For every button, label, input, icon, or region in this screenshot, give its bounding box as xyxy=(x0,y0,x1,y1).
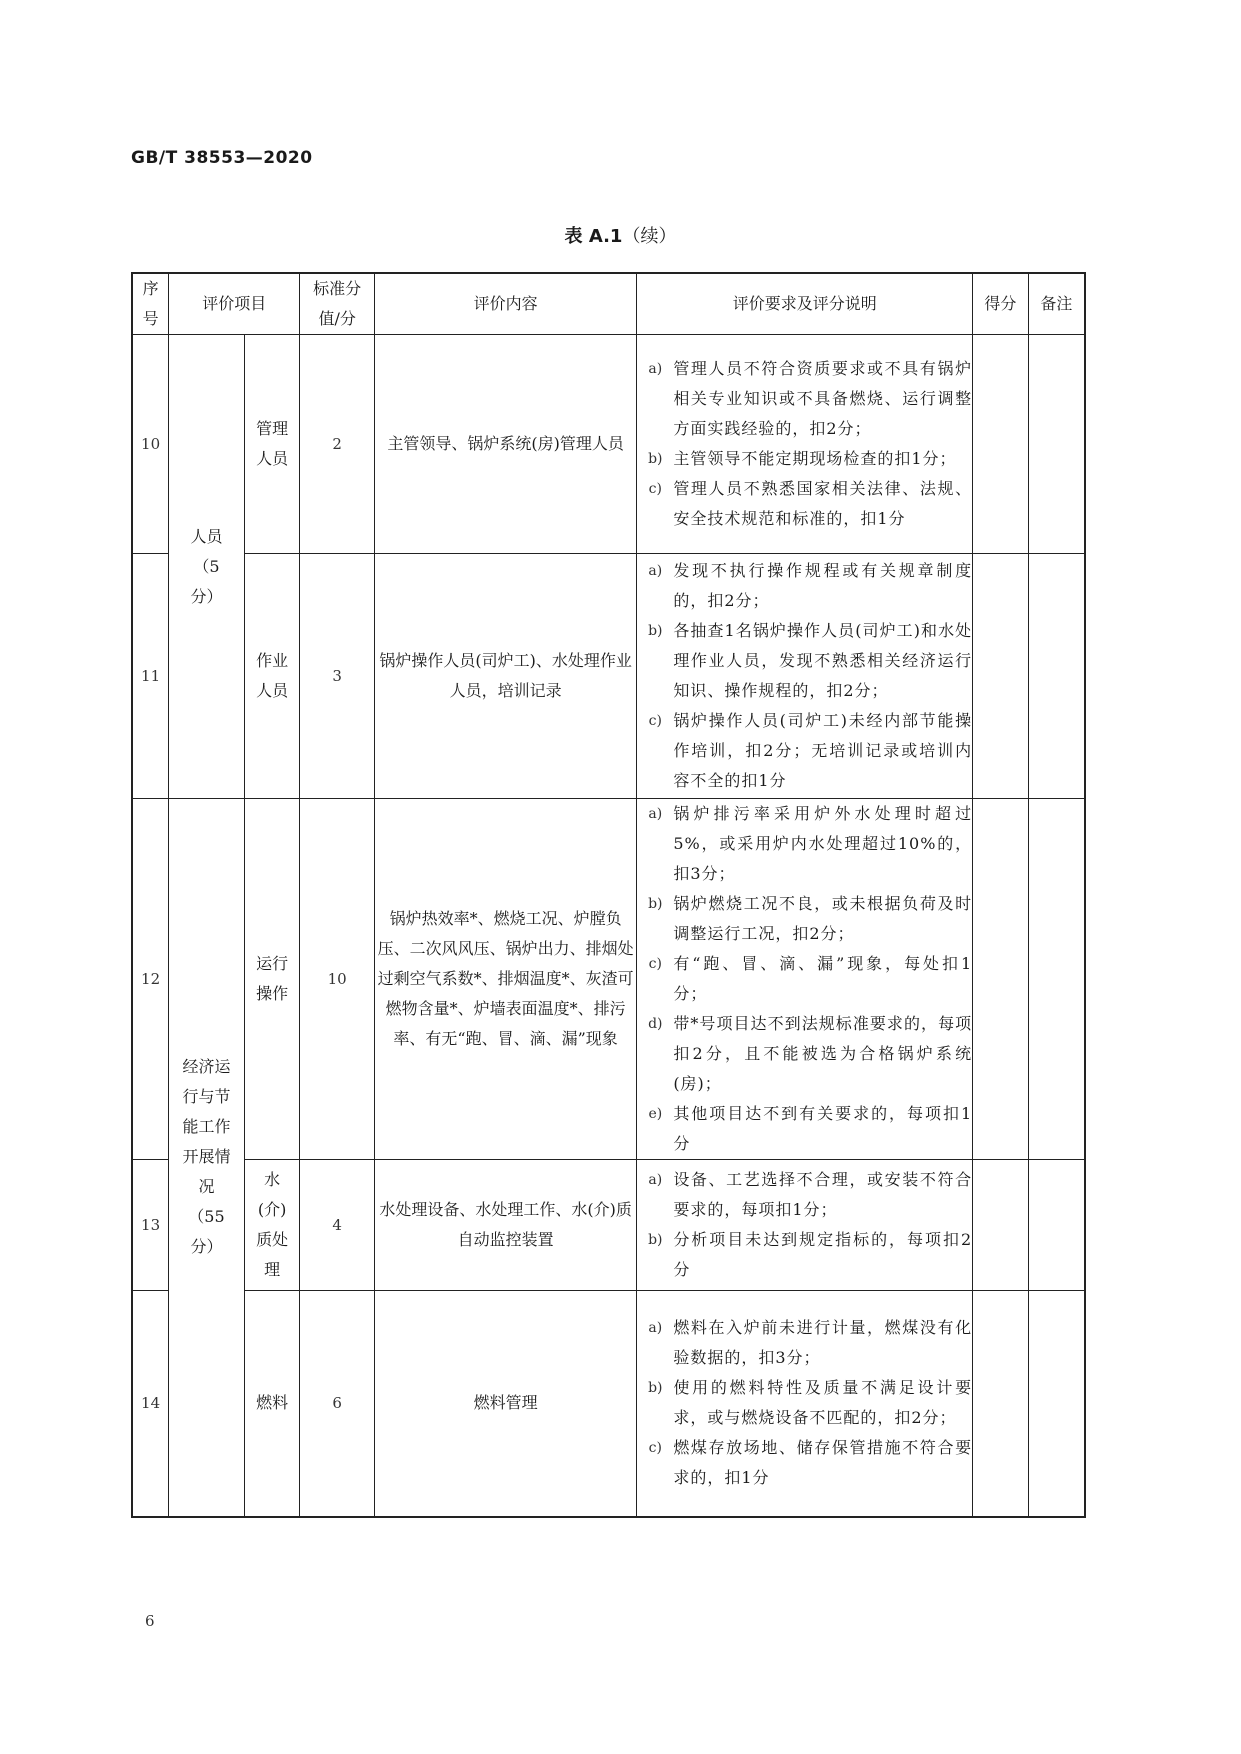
row-remark xyxy=(1028,799,1085,1160)
requirement-item: d) 带*号项目达不到法规标准要求的，每项扣2分，且不能被选为合格锅炉系统(房)； xyxy=(648,1014,973,1093)
requirement-item: c) 锅炉操作人员(司炉工)未经内部节能操作培训，扣2分；无培训记录或培训内容不全的扣1分 xyxy=(648,711,973,790)
requirement-item: c) 有“跑、冒、滴、漏”现象，每处扣1分； xyxy=(648,954,973,1003)
requirement-item: a) 发现不执行操作规程或有关规章制度的，扣2分； xyxy=(648,561,973,610)
page-number: 6 xyxy=(145,1612,155,1630)
row-score: 4 xyxy=(300,1160,375,1291)
row-remark xyxy=(1028,1291,1085,1517)
row-no: 13 xyxy=(132,1160,169,1291)
header-score: 标准分值/分 xyxy=(300,273,375,335)
row-item: 水(介)质处理 xyxy=(244,1160,300,1291)
row-no: 12 xyxy=(132,799,169,1160)
row-remark xyxy=(1028,335,1085,554)
row-content: 燃料管理 xyxy=(374,1291,636,1517)
row-content: 锅炉热效率*、燃烧工况、炉膛负压、二次风风压、锅炉出力、排烟处过剩空气系数*、排烟温度*、灰渣可燃物含量*、炉墙表面温度*、排污率、有无“跑、冒、滴、漏”现象 xyxy=(374,799,636,1160)
row-content: 锅炉操作人员(司炉工)、水处理作业人员，培训记录 xyxy=(374,554,636,799)
row-content: 主管领导、锅炉系统(房)管理人员 xyxy=(374,335,636,554)
row-got xyxy=(973,1291,1029,1517)
row-requirements xyxy=(637,1160,973,1291)
row-got xyxy=(973,335,1029,554)
header-content: 评价内容 xyxy=(374,273,636,335)
table-title-suffix: （续） xyxy=(622,226,677,247)
row-score: 2 xyxy=(300,335,375,554)
row-no: 10 xyxy=(132,335,169,554)
header-remark: 备注 xyxy=(1028,273,1085,335)
row-score: 10 xyxy=(300,799,375,1160)
row-content: 水处理设备、水处理工作、水(介)质自动监控装置 xyxy=(374,1160,636,1291)
row-requirements xyxy=(637,335,973,554)
table-row xyxy=(132,799,1085,1160)
row-got xyxy=(973,554,1029,799)
header-no: 序号 xyxy=(132,273,169,335)
row-remark xyxy=(1028,1160,1085,1291)
table-row xyxy=(132,554,1085,799)
row-requirements xyxy=(637,554,973,799)
requirement-item: b) 分析项目未达到规定指标的，每项扣2分 xyxy=(648,1230,973,1279)
row-remark xyxy=(1028,554,1085,799)
row-got xyxy=(973,799,1029,1160)
requirement-item: a) 锅炉排污率采用炉外水处理时超过5%，或采用炉内水处理超过10%的，扣3分； xyxy=(648,804,973,883)
requirement-item: b) 各抽查1名锅炉操作人员(司炉工)和水处理作业人员，发现不熟悉相关经济运行知识、操作规程的，扣2分； xyxy=(648,621,973,700)
category-personnel: 人员（5分） xyxy=(169,335,245,799)
requirement-item: a) 燃料在入炉前未进行计量，燃煤没有化验数据的，扣3分； xyxy=(648,1318,973,1368)
row-requirements xyxy=(637,1291,973,1517)
requirement-item: a) 设备、工艺选择不合理，或安装不符合要求的，每项扣1分； xyxy=(648,1170,973,1219)
standard-code: GB/T 38553—2020 xyxy=(131,148,313,168)
requirement-item: c) 燃煤存放场地、储存保管措施不符合要求的，扣1分 xyxy=(648,1438,973,1488)
header-requirements: 评价要求及评分说明 xyxy=(637,273,973,335)
row-score: 3 xyxy=(300,554,375,799)
category-economic: 经济运行与节能工作开展情况（55分） xyxy=(169,799,245,1517)
header-got: 得分 xyxy=(973,273,1029,335)
requirement-item: b) 主管领导不能定期现场检查的扣1分； xyxy=(648,449,957,468)
row-no: 11 xyxy=(132,554,169,799)
table-header-row xyxy=(132,273,1085,335)
row-item: 燃料 xyxy=(244,1291,300,1517)
row-item: 运行操作 xyxy=(244,799,300,1160)
row-item: 作业人员 xyxy=(244,554,300,799)
table-row xyxy=(132,335,1085,554)
table-title xyxy=(0,222,1241,248)
evaluation-table xyxy=(131,272,1086,1518)
requirement-item: b) 锅炉燃烧工况不良，或未根据负荷及时调整运行工况，扣2分； xyxy=(648,894,973,943)
row-item: 管理人员 xyxy=(244,335,300,554)
table-row xyxy=(132,1160,1085,1291)
row-no: 14 xyxy=(132,1291,169,1517)
requirement-item: b) 使用的燃料特性及质量不满足设计要求，或与燃烧设备不匹配的，扣2分； xyxy=(648,1378,973,1428)
row-requirements xyxy=(637,799,973,1160)
header-item: 评价项目 xyxy=(169,273,300,335)
requirement-item: e) 其他项目达不到有关要求的，每项扣1分 xyxy=(648,1104,973,1153)
row-score: 6 xyxy=(300,1291,375,1517)
row-got xyxy=(973,1160,1029,1291)
table-row xyxy=(132,1291,1085,1517)
requirement-item: c) 管理人员不熟悉国家相关法律、法规、安全技术规范和标准的，扣1分 xyxy=(648,479,973,528)
requirement-item: a) 管理人员不符合资质要求或不具有锅炉相关专业知识或不具备燃烧、运行调整方面实践经验的，扣2分； xyxy=(648,359,973,438)
table-title-prefix: 表 A.1 xyxy=(564,226,623,247)
